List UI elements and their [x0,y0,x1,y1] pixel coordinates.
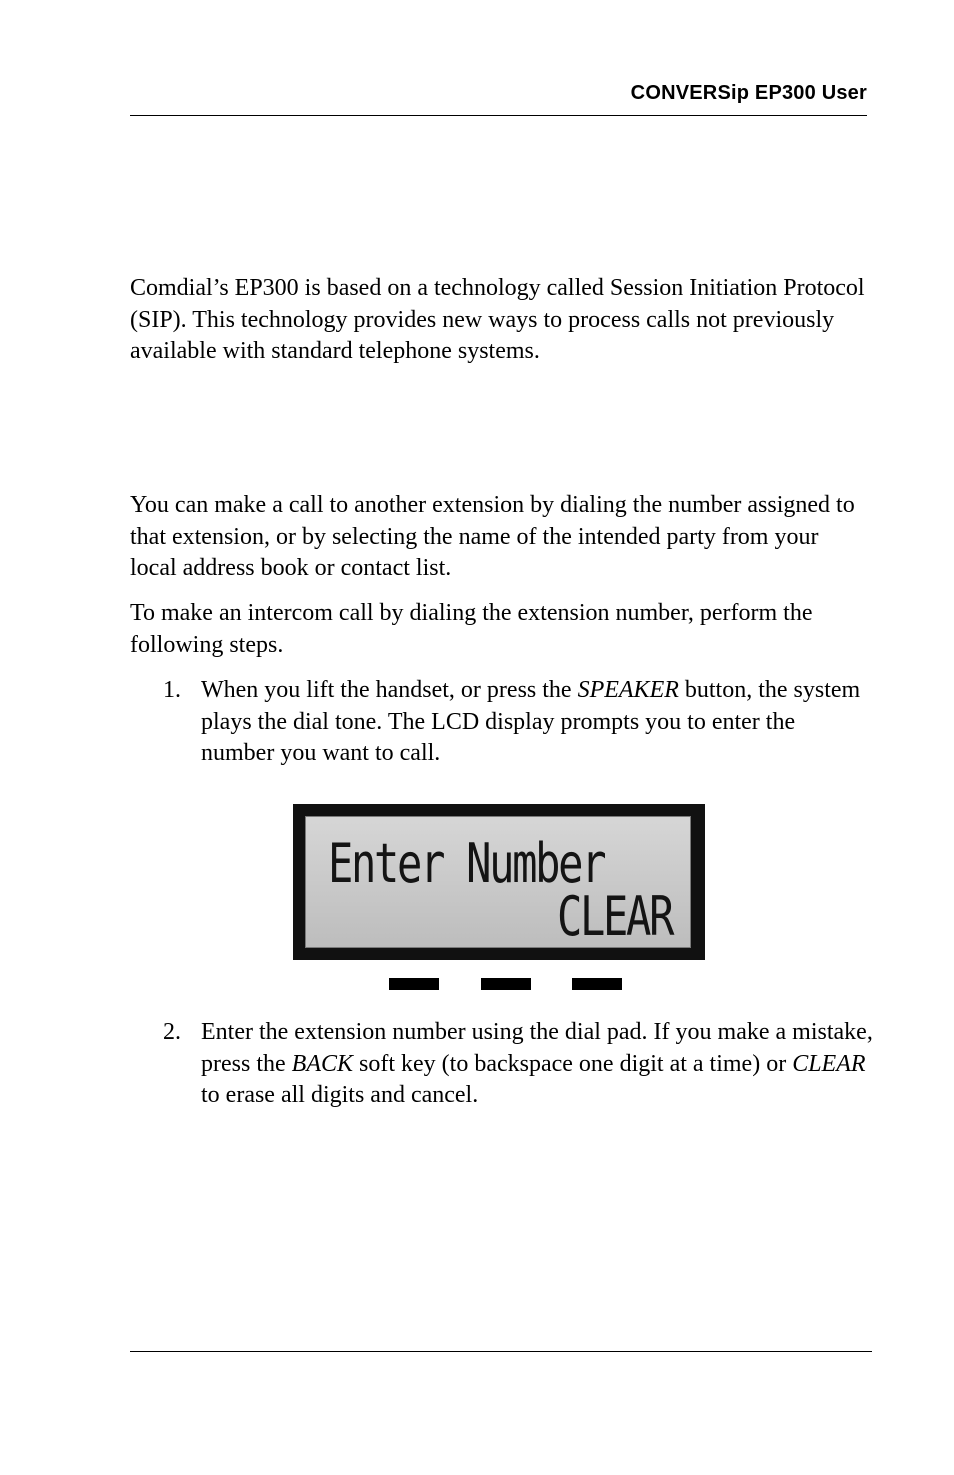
step-2-emphasis-back: BACK [291,1050,353,1077]
step-1 [163,675,873,775]
calling-paragraph-1: You can make a call to another extension by dialing the number assigned to that extension, or by selecting the name of the intended party from your local address book or contact list. [130,492,855,581]
step-1-text-after: button, the system plays the dial tone. The LCD display prompts you to enter the number you want to call. [201,677,861,766]
footer-divider [130,1351,872,1352]
step-2-text-middle: soft key (to backspace one digit at a time) or [353,1050,793,1077]
step-2-text-after: to erase all digits and cancel. [201,1082,479,1108]
step-1-text-before: When you lift the handset, or press the [201,677,578,703]
softkey-2 [481,978,531,990]
lcd-frame [293,804,705,960]
step-2-number: 2. [163,1019,181,1045]
step-2-text-before: Enter the extension number using the dial pad. If you make a mistake, press the [201,1019,873,1077]
softkey-3 [572,978,622,990]
step-2-emphasis-clear: CLEAR [792,1050,866,1077]
lcd-screen [305,816,691,948]
calling-paragraph-2: To make an intercom call by dialing the extension number, perform the following steps. [130,600,813,658]
step-1-emphasis: SPEAKER [577,677,679,703]
lcd-line-2: CLEAR [557,885,673,948]
softkey-1 [389,978,439,990]
intro-paragraph: Comdial’s EP300 is based on a technology called Session Initiation Protocol (SIP). This technology provides new ways to process calls not previously available with standard telephone systems. [130,275,865,364]
step-1-number: 1. [163,677,181,703]
lcd-line-1: Enter Number [328,832,605,895]
step-2 [163,1017,873,1117]
step-1-text [201,675,873,770]
header-title: CONVERSip EP300 User [630,82,867,104]
header-divider [130,115,867,116]
step-2-text [201,1017,873,1112]
lcd-display-figure [293,804,705,994]
